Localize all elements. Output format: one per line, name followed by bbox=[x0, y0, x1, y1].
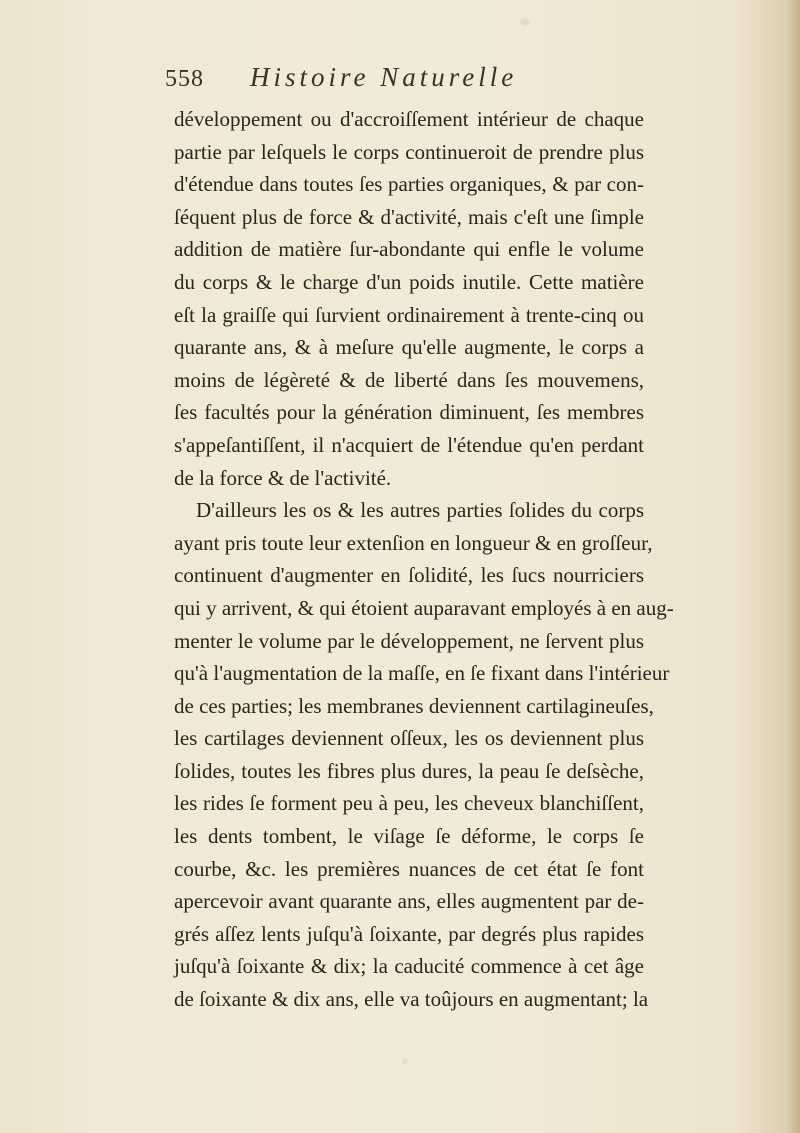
text-line: de ces parties; les membranes deviennent cartilagineuſes, bbox=[174, 693, 654, 718]
text-line: continuent d'augmenter en ſolidité, les ſucs nourriciers bbox=[174, 563, 644, 588]
page-edge-shadow bbox=[786, 0, 800, 1133]
text-line: menter le volume par le développement, ne ſervent plus bbox=[174, 628, 644, 653]
text-line: apercevoir avant quarante ans, elles augmentent par de- bbox=[174, 889, 644, 914]
text-line: ſes facultés pour la génération diminuent, ſes membres bbox=[174, 400, 644, 425]
text-line: ayant pris toute leur extenſion en longueur & en groſſeur, bbox=[174, 530, 653, 555]
text-line: du corps & le charge d'un poids inutile. Cette matière bbox=[174, 269, 644, 294]
page-number: 558 bbox=[165, 66, 204, 92]
running-title: Histoire Naturelle bbox=[250, 62, 518, 92]
text-line: qui y arrivent, & qui étoient auparavant employés à en aug- bbox=[174, 595, 674, 620]
paragraph-1 bbox=[174, 103, 644, 494]
text-line: juſqu'à ſoixante & dix; la caducité commence à cet âge bbox=[174, 954, 644, 979]
body-text bbox=[174, 103, 674, 1016]
text-line: partie par leſquels le corps continueroit de prendre plus bbox=[174, 139, 644, 164]
text-line: D'ailleurs les os & les autres parties ſolides du corps bbox=[196, 498, 644, 523]
text-line: grés aſſez lents juſqu'à ſoixante, par degrés plus rapides bbox=[174, 921, 644, 946]
text-line: ſéquent plus de force & d'activité, mais c'eſt une ſimple bbox=[174, 204, 644, 229]
text-line: de la force & de l'activité. bbox=[174, 465, 392, 490]
text-line: eſt la graiſſe qui ſurvient ordinairement à trente-cinq ou bbox=[174, 302, 644, 327]
text-line: d'étendue dans toutes ſes parties organiques, & par con- bbox=[174, 172, 644, 197]
text-line: les rides ſe forment peu à peu, les cheveux blanchiſſent, bbox=[174, 791, 644, 816]
paper-stain bbox=[402, 1058, 408, 1064]
text-line: développement ou d'accroiſſement intérieur de chaque bbox=[174, 107, 644, 131]
text-line: courbe, &c. les premières nuances de cet état ſe font bbox=[174, 856, 644, 881]
text-line: s'appeſantiſſent, il n'acquiert de l'étendue qu'en perdant bbox=[174, 432, 644, 457]
text-line: les cartilages deviennent oſſeux, les os deviennent plus bbox=[174, 726, 644, 751]
text-line: les dents tombent, le viſage ſe déforme, le corps ſe bbox=[174, 824, 644, 849]
paper-stain bbox=[520, 18, 530, 26]
text-line: quarante ans, & à meſure qu'elle augmente, le corps a bbox=[174, 335, 644, 360]
text-line: de ſoixante & dix ans, elle va toûjours en augmentant; la bbox=[174, 987, 649, 1012]
text-line: addition de matière ſur-abondante qui enfle le volume bbox=[174, 237, 644, 262]
text-line: qu'à l'augmentation de la maſſe, en ſe fixant dans l'intérieur bbox=[174, 661, 670, 686]
page-header bbox=[165, 62, 635, 96]
paragraph-2 bbox=[174, 494, 674, 1016]
text-line: ſolides, toutes les fibres plus dures, la peau ſe deſsèche, bbox=[174, 758, 644, 783]
text-line: moins de légèreté & de liberté dans ſes mouvemens, bbox=[174, 367, 644, 392]
